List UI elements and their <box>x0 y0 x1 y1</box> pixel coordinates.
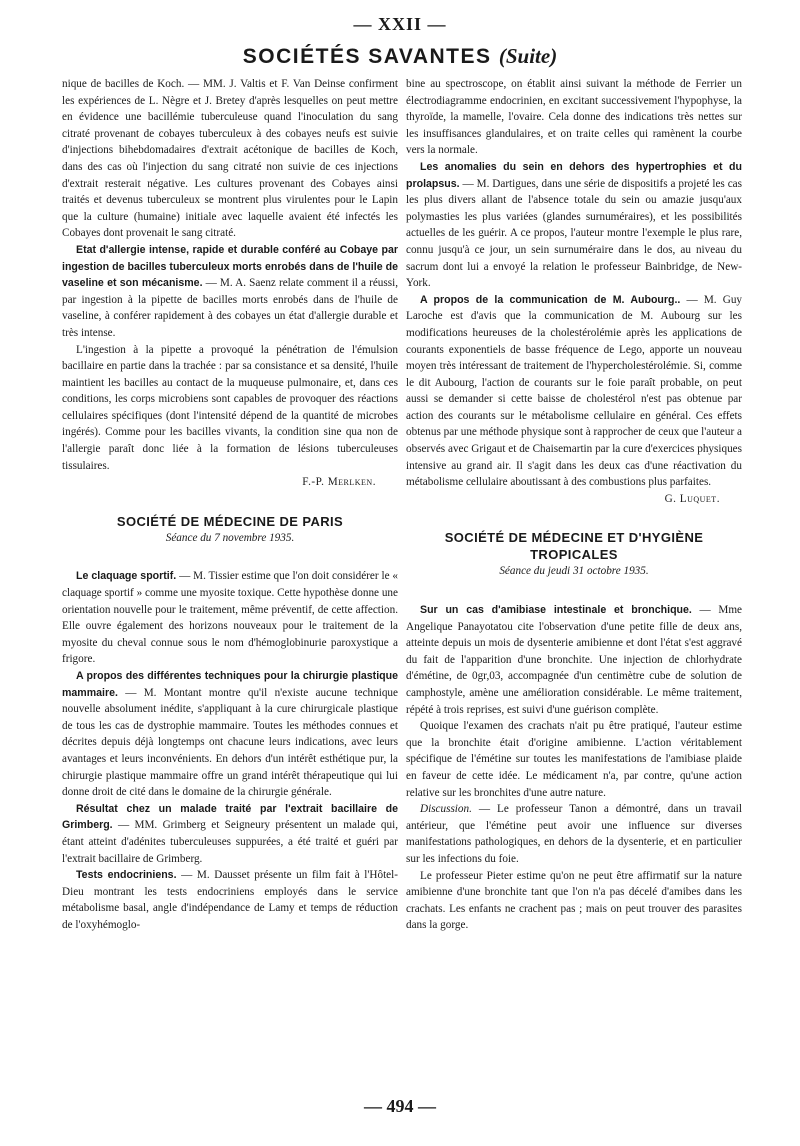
paragraph-text: L'ingestion à la pipette a provoqué la pénétration de l'émulsion bacillaire en partie dans la trachée : par sa consistance et sa densité, l'huile maintient les bacilles au contact de la muqueuse pulmonaire, et, dans ces conditions, les corps microbiens sont capables de provoquer des réactions cellulaires spécifiques (dont l'intensité dépend de la quantité de microbes ingérés). Comme pour les bacilles vivants, la condition sine qua non de l'allergie paraît donc liée à la formation de lésions tuberculeuses tissulaires. <box>62 343 398 472</box>
subsection-title: A propos des différentes techniques pour la chirurgie plastique mammaire. <box>62 670 398 699</box>
paragraph <box>62 867 398 933</box>
paragraph-text: — M. Montant montre qu'il n'existe aucune technique nouvelle absolument inédite, s'appliquant à la cure chirurgicale plastique de tous les cas de dystrophie mammaire. Toutes les méthodes connues et décrites depuis déjà longtemps ont chacune leurs indications, avec leurs avantages et leurs inconvénients. En dehors d'un intérêt esthétique pur, la chirurgie plastique mammaire offre un grand intérêt thérapeutique qui lui donne droit de cité dans le domaine de la chirurgie générale. <box>62 686 398 799</box>
paragraph <box>62 342 398 475</box>
paragraph <box>406 718 742 801</box>
subsection-title: Les anomalies du sein en dehors des hypertrophies et du prolapsus. <box>406 160 742 190</box>
paragraph-text: — M. Guy Laroche est d'avis que la communication de M. Aubourg sur les modifications heureuses de la cholestérolémie après les applications de courants exponentiels de basse fréquence de Lego, apporte un nouveau moyen très intéressant de traitement de l'hypercholestérolémie. Si, comme le dit Aubourg, l'action de courants sur le foie paraît probable, on peut aussi se demander si cette baisse de cholestérol n'est pas obtenue par action des courants sur le métabolisme cellulaire en général. Ces effets obtenus par une méthode physique sont à rapprocher de ceux que l'auteur a observés avec Grigaut et de Chaisemartin par la cure d'exercices physiques intensive au grand air. Il s'agit dans les deux cas d'une réactivation du métabolisme cellulaire aboutissant à des combustions plus parfaites. <box>406 293 743 489</box>
subsection-title: Sur un cas d'amibiase intestinale et bronchique. <box>420 604 692 617</box>
subsection-title: Le claquage sportif. <box>76 570 177 583</box>
paragraph-text: — Mme Angelique Panayotatou cite l'observation d'une petite fille de deux ans, atteinte depuis un mois de dysenterie amibienne et dont l'état s'est aggravé du fait de l'apparition d'une bronchite. Une injection de chlorhydrate d'émétine, de 0gr,03, accompagnée d'un centimètre cube de solution de camphostyle, amène une amélioration considérable. Le même traitement, répété à trois reprises, est suivi d'une guérison complète. <box>406 604 742 716</box>
paragraph-text: Le professeur Pieter estime qu'on ne peut être affirmatif sur la nature amibienne d'une bronchite tant que l'on n'a pas décelé d'amibes dans les crachats. Les enfants ne crachent pas ; mais on peut trouver des parasites dans la gorge. <box>406 869 742 932</box>
subsection-title: A propos de la communication de M. Aubourg.. <box>420 293 681 306</box>
paragraph-text: — M. Tissier estime que l'on doit considérer le « claquage sportif » comme une myosite toxique. Cette hypothèse donne une orientation nouvelle pour le traitement, même préventif, de cette affection. Elle ouvre également des horizons nouveaux pour le traitement de la myosite du cheval connue sous le nom d'hémoglobinurie paroxystique a frigore. <box>62 570 398 666</box>
paragraph <box>406 801 742 867</box>
section-date: Séance du jeudi 31 octobre 1935. <box>499 565 649 578</box>
paragraph-text: — M. Dausset présente un film fait à l'Hôtel-Dieu montrant les tests endocriniens employés dans le service métabolisme basal, angle d'indépendance de Lamy et temps de réduction de l'oxyhémoglo- <box>62 869 398 931</box>
paragraph-text: bine au spectroscope, on établit ainsi suivant la méthode de Ferrier un électrodiagramme endocrinien, en excitant successivement l'hypophyse, la thyroïde, la mamelle, l'ovaire. Cela donne des indications très nettes sur les insuffisances glandulaires, et on traite celles qui ramènent la courbe vers la normale. <box>406 78 742 157</box>
signature: F.-P. Merlken. <box>302 476 376 489</box>
paragraph-text: Quoique l'examen des crachats n'ait pu être pratiqué, l'auteur estime que la bronchite était d'origine amibienne. L'action véritablement spécifique de l'émétine sur toutes les manifestations de l'amibiase plaide en faveur de cette idée. Le médicament n'a, par contre, qu'une action relative sur les bronchites d'une autre nature. <box>406 720 742 799</box>
section-title: SOCIÉTÉ DE MÉDECINE DE PARIS <box>116 513 344 529</box>
paragraph-text: — M. Dartigues, dans une série de dispositifs a projeté les cas les plus divers allant de l'absence totale du sein ou amazie jusqu'aux polymasties les plus variées (glandes surnuméraires), et les possibilités actuelles de les guérir. A ce propos, l'auteur montre l'exemple le plus rare, connu jusqu'à ce jour, un sein surnuméraire dans le dos, au niveau du sacrum dont lui a envoyé la relation le professeur Bainbridge, de New-York. <box>406 177 742 290</box>
subsection-title: Etat d'allergie intense, rapide et durable conféré au Cobaye par ingestion de bacilles tuberculeux morts enrobés dans de l'huile de vaseline et son mécanisme. <box>62 243 398 290</box>
paragraph <box>62 568 398 668</box>
discussion-label: Discussion. <box>420 803 472 816</box>
section-date: Séance du 7 novembre 1935. <box>165 531 295 544</box>
section-title: SOCIÉTÉ DE MÉDECINE ET D'HYGIÈNE TROPICALES <box>444 530 704 563</box>
paragraph-text: nique de bacilles de Koch. — MM. J. Valtis et F. Van Deinse confirment les expériences de L. Nègre et J. Bretey d'après lesquelles on peut mettre en évidence une bacillémie tuberculeuse quand l'inoculation du sang citraté provenant de cobayes tuberculeux à des cobayes neufs est suivie d'injections bihebdomadaires d'extrait acétonique de bacilles de Koch, dans des cas où l'injection du sang citraté non suivie de ces injections d'extrait resterait négative. Les cultures provenant des Cobayes ainsi traités et devenus tuberculeux se montrent plus virulentes pour le Lapin que la culture (humaine) initiale avec laquelle avaient été infectés les Cobayes dont provenait le sang citraté. <box>62 78 398 240</box>
paragraph <box>62 242 398 342</box>
paragraph <box>62 801 398 867</box>
paragraph <box>406 76 742 159</box>
paragraph-text: — M. A. Saenz relate comment il a réussi, par ingestion à la pipette de bacilles morts enrobés dans de l'huile de vaseline, à conférer rapidement à des cobayes un état d'allergie durable et très intense. <box>62 277 398 339</box>
paragraph <box>406 868 742 934</box>
paragraph <box>62 76 398 242</box>
paragraph-text: — MM. Grimberg et Seigneury présentent un malade qui, étant atteint d'adénites tuberculeuses suppurées, a été traité et guéri par l'extrait bacillaire de Grimberg. <box>62 819 398 865</box>
running-title-main: SOCIÉTÉS SAVANTES <box>242 45 492 68</box>
paragraph-text: — Le professeur Tanon a démontré, dans un travail antérieur, que l'émétine peut avoir une influence sur diverses manifestations pathologiques, en dehors de la dysenterie, et en particulier sur les infections du foie. <box>406 803 742 865</box>
paragraph <box>406 602 742 718</box>
paragraph <box>406 292 742 491</box>
signature: G. Luquet. <box>664 492 720 505</box>
right-column <box>406 76 742 934</box>
left-column <box>62 76 398 934</box>
running-title-suite: (Suite) <box>498 44 558 68</box>
page-number: — 494 — <box>364 1096 436 1116</box>
paragraph <box>406 159 742 292</box>
paragraph <box>62 668 398 801</box>
page-number-roman: — XXII — <box>353 14 447 34</box>
subsection-title: Tests endocriniens. <box>76 869 177 882</box>
subsection-title: Résultat chez un malade traité par l'extrait bacillaire de Grimberg. <box>62 802 398 832</box>
running-title <box>0 44 800 69</box>
